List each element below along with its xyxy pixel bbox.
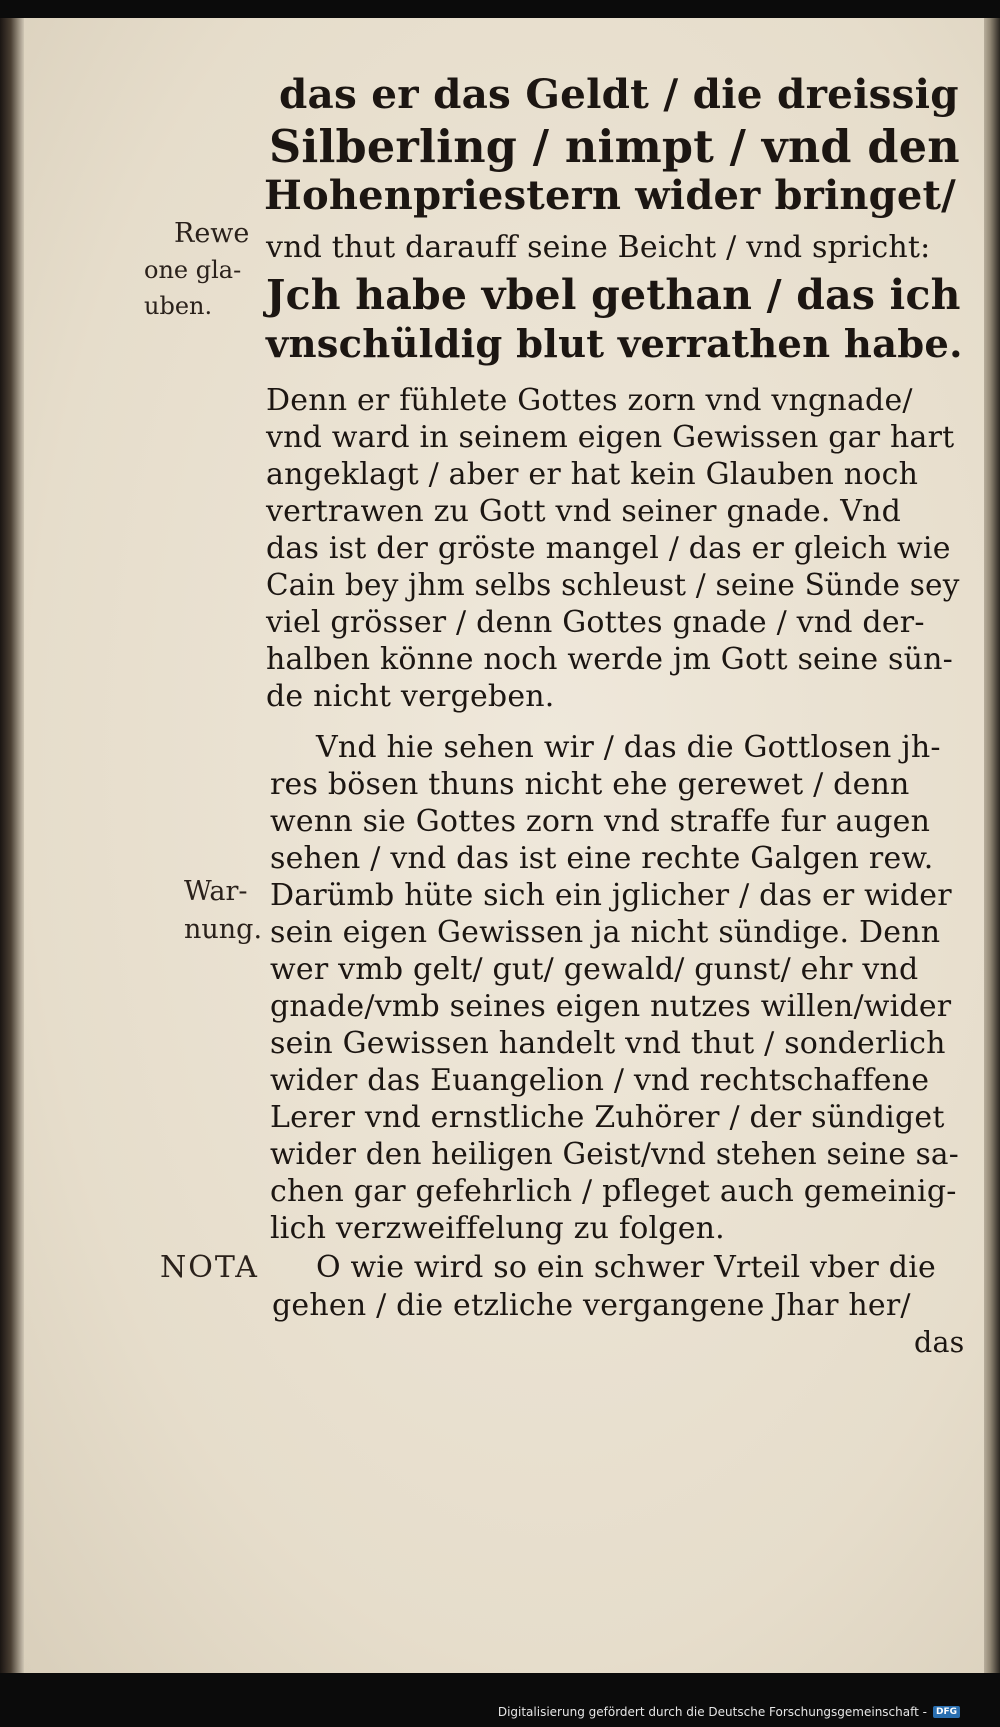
text-line: Lerer vnd ernstliche Zuhörer / der sündiget (270, 1100, 945, 1135)
book-gutter-edge (0, 18, 24, 1693)
margin-note-rewe: one gla- (144, 256, 242, 284)
text-line: Denn er fühlete Gottes zorn vnd vngnade/ (266, 383, 913, 418)
text-line: Darümb hüte sich ein jglicher / das er wider (270, 878, 952, 913)
text-line: wider den heiligen Geist/vnd stehen seine sa- (270, 1137, 959, 1171)
text-line: Vnd hie sehen wir / das die Gottlosen jh- (316, 730, 941, 765)
text-line: de nicht vergeben. (266, 679, 555, 714)
text-line: viel grösser / denn Gottes gnade / vnd der- (266, 605, 925, 640)
margin-note-rewe: uben. (144, 292, 213, 320)
text-line: Hohenpriestern wider bringet/ (264, 172, 956, 219)
text-line: O wie wird so ein schwer Vrteil vber die (316, 1250, 936, 1285)
text-line: vnd ward in seinem eigen Gewissen gar hart (266, 420, 955, 455)
catchword: das (914, 1326, 965, 1359)
text-line: Cain bey jhm selbs schleust / seine Sünde sey (266, 568, 960, 602)
text-line: vertrawen zu Gott vnd seiner gnade. Vnd (266, 494, 902, 529)
text-line: gehen / die etzliche vergangene Jhar her/ (272, 1288, 911, 1323)
text-line: wider das Euangelion / vnd rechtschaffene (270, 1063, 930, 1098)
text-line: Jch habe vbel gethan / das ich (266, 271, 961, 319)
text-line: das er das Geldt / die dreissig (279, 70, 959, 118)
scan-bottom-border (0, 1673, 1000, 1727)
text-line: chen gar gefehrlich / pfleget auch gemeinig- (270, 1174, 957, 1209)
text-line: angeklagt / aber er hat kein Glauben noch (266, 457, 919, 492)
text-line: sehen / vnd das ist eine rechte Galgen rew. (270, 841, 934, 876)
text-line: gnade/vmb seines eigen nutzes willen/wider (270, 989, 952, 1024)
text-line: sein Gewissen handelt vnd thut / sonderlich (270, 1026, 946, 1061)
text-line: lich verzweiffelung zu folgen. (270, 1211, 725, 1246)
text-line: sein eigen Gewissen ja nicht sündige. Denn (270, 915, 941, 950)
book-page (24, 18, 984, 1673)
dfg-logo-icon: DFG (933, 1706, 960, 1718)
text-line: res bösen thuns nicht ehe gerewet / denn (270, 767, 910, 802)
text-line: vnschüldig blut verrathen habe. (266, 322, 963, 367)
credit-text: Digitalisierung gefördert durch die Deutsche Forschungsgemeinschaft - (497, 1705, 927, 1719)
text-line: wer vmb gelt/ gut/ gewald/ gunst/ ehr vnd (270, 952, 919, 987)
margin-note-rewe: Rewe (174, 218, 250, 249)
digitization-credit (498, 1705, 960, 1719)
text-line: halben könne noch werde jm Gott seine sün- (266, 642, 953, 677)
margin-note-warnung: War- (184, 876, 248, 907)
text-line: wenn sie Gottes zorn vnd straffe fur augen (270, 804, 931, 839)
margin-note-nota: NOTA (160, 1250, 259, 1285)
text-line: vnd thut darauff seine Beicht / vnd spricht: (266, 230, 931, 265)
text-line: Silberling / nimpt / vnd den (269, 121, 960, 173)
margin-note-warnung: nung. (184, 914, 263, 945)
scan-top-border (0, 0, 1000, 18)
page-right-edge (984, 18, 1000, 1693)
text-line: das ist der gröste mangel / das er gleich wie (266, 531, 951, 566)
